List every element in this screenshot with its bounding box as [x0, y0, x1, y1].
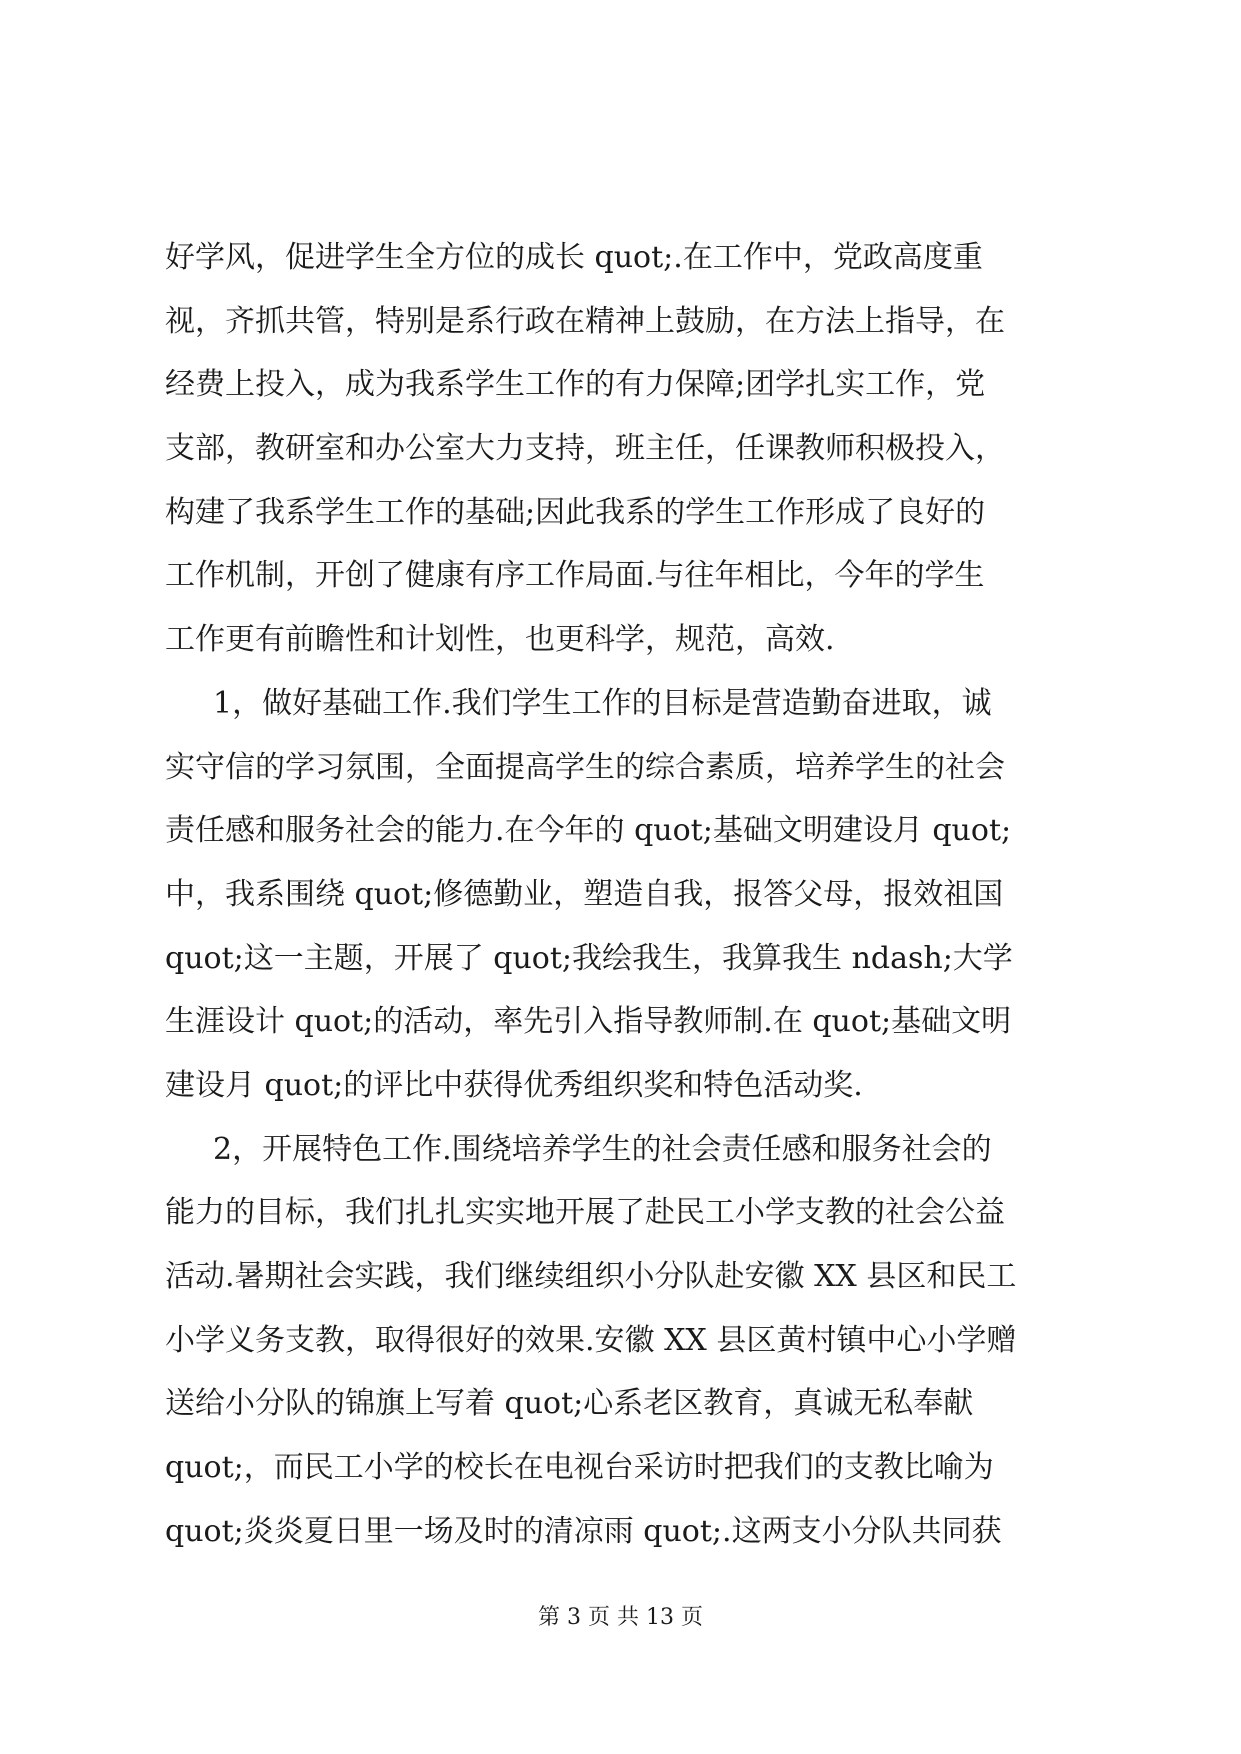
body-text [165, 226, 1095, 1563]
text-line: 活动.暑期社会实践，我们继续组织小分队赴安徽 XX 县区和民工 [165, 1259, 1017, 1294]
text-line: 送给小分队的锦旗上写着 quot;心系老区教育，真诚无私奉献 [165, 1386, 974, 1422]
text-line: 支部，教研室和办公室大力支持，班主任，任课教师积极投入， [165, 431, 1005, 467]
text-line: quot;炎炎夏日里一场及时的清凉雨 quot;.这两支小分队共同获 [165, 1513, 1002, 1549]
page-number-footer: 第 3 页 共 13 页 [538, 1605, 703, 1630]
text-line: 建设月 quot;的评比中获得优秀组织奖和特色活动奖. [165, 1067, 863, 1103]
text-line: 好学风，促进学生全方位的成长 quot;.在工作中，党政高度重 [165, 240, 983, 275]
text-line: 小学义务支教，取得很好的效果.安徽 XX 县区黄村镇中心小学赠 [165, 1322, 1017, 1358]
paragraph-1-first-line: 1，做好基础工作.我们学生工作的目标是营造勤奋进取，诚 [213, 685, 992, 721]
text-line: 视，齐抓共管，特别是系行政在精神上鼓励，在方法上指导，在 [165, 303, 1005, 339]
text-line: 工作机制，开创了健康有序工作局面.与往年相比，今年的学生 [165, 558, 985, 594]
text-line: 能力的目标，我们扎扎实实地开展了赴民工小学支教的社会公益 [165, 1195, 1005, 1231]
text-line: quot;，而民工小学的校长在电视台采访时把我们的支教比喻为 [165, 1450, 994, 1486]
text-line: 中，我系围绕 quot;修德勤业，塑造自我，报答父母，报效祖国 [165, 876, 1004, 912]
text-line: 工作更有前瞻性和计划性，也更科学，规范，高效. [165, 622, 835, 658]
text-line: 经费上投入，成为我系学生工作的有力保障;团学扎实工作，党 [165, 367, 986, 403]
text-line: 责任感和服务社会的能力.在今年的 quot;基础文明建设月 quot; [165, 813, 1012, 849]
text-line: 构建了我系学生工作的基础;因此我系的学生工作形成了良好的 [165, 494, 986, 530]
paragraph-2-first-line: 2，开展特色工作.围绕培养学生的社会责任感和服务社会的 [213, 1131, 992, 1167]
text-line: 生涯设计 quot;的活动，率先引入指导教师制.在 quot;基础文明 [165, 1004, 1012, 1040]
text-line: 实守信的学习氛围，全面提高学生的综合素质，培养学生的社会 [165, 749, 1005, 785]
text-line: quot;这一主题，开展了 quot;我绘我生，我算我生 ndash;大学 [165, 940, 1013, 976]
